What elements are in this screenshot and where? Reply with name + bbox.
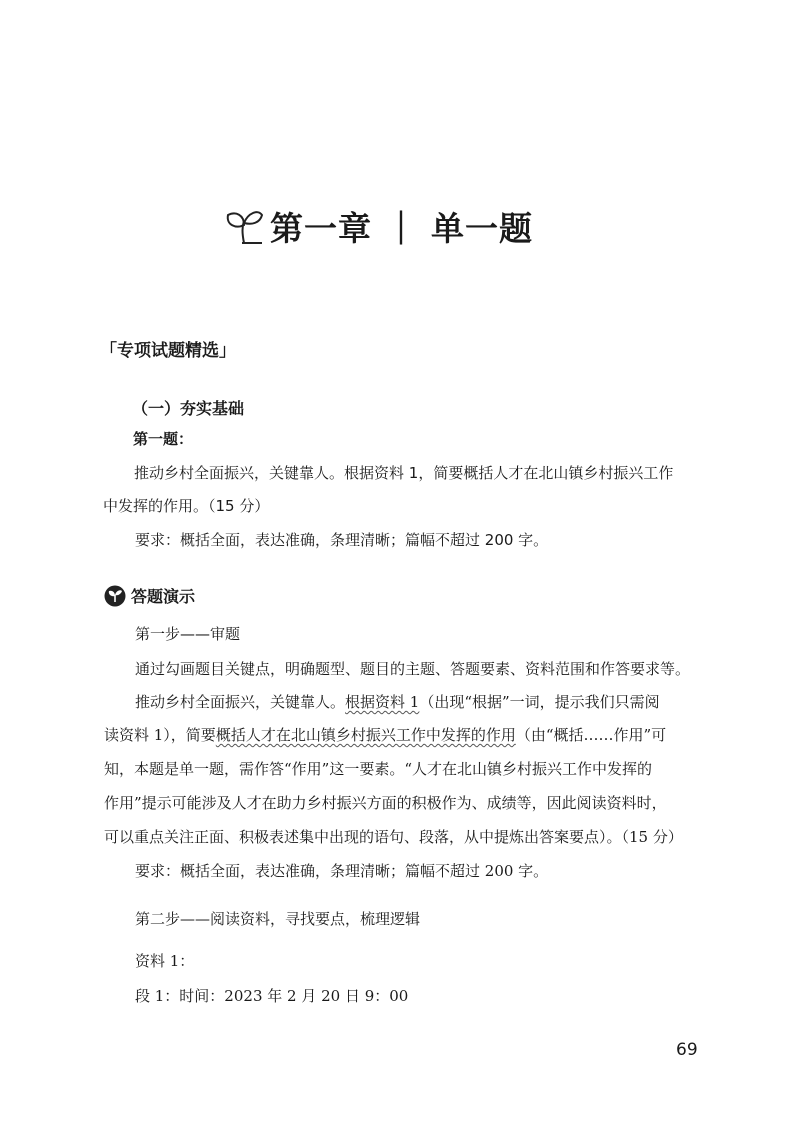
chapter-heading — [222, 196, 533, 256]
material-label: 资料 1： — [135, 952, 195, 970]
analysis-line: 作用”提示可能涉及人才在助力乡村振兴方面的积极作为、成绩等，因此阅读资料时， — [104, 794, 667, 812]
analysis-intro: 通过勾画题目关键点，明确题型、题目的主题、答题要素、资料范围和作答要求等。 — [135, 660, 691, 678]
question-label: 第一题： — [133, 430, 194, 448]
material-paragraph: 段 1：时间：2023 年 2 月 20 日 9：00 — [135, 987, 409, 1005]
chapter-title: 第一章 ｜ 单一题 — [270, 208, 533, 248]
analysis-line: 知，本题是单一题，需作答“作用”这一要素。“人才在北山镇乡村振兴工作中发挥的 — [104, 760, 653, 778]
page-number: 69 — [676, 1040, 698, 1060]
step-one-title: 第一步——审题 — [135, 625, 241, 643]
subsection-title: （一）夯实基础 — [132, 399, 245, 418]
section-title: 「专项试题精选」 — [100, 341, 236, 361]
analysis-line: 读资料 1），简要概括人才在北山镇乡村振兴工作中发挥的作用（由“概括……作用”可 — [104, 726, 667, 744]
question-line: 推动乡村全面振兴，关键靠人。根据资料 1，简要概括人才在北山镇乡村振兴工作 — [134, 464, 674, 482]
demo-requirement: 要求：概括全面，表达准确，条理清晰；篇幅不超过 200 字。 — [135, 862, 549, 880]
step-two-title: 第二步——阅读资料，寻找要点，梳理逻辑 — [135, 910, 421, 928]
analysis-line: 可以重点关注正面、积极表述集中出现的语句、段落，从中提炼出答案要点）。（15 分） — [104, 828, 683, 846]
sprout-badge-icon — [104, 585, 126, 607]
question-line: 中发挥的作用。（15 分） — [103, 497, 270, 515]
sprout-icon — [222, 203, 266, 249]
question-requirement: 要求：概括全面，表达准确，条理清晰；篇幅不超过 200 字。 — [135, 531, 549, 549]
answer-demo-title: 答题演示 — [131, 587, 196, 606]
answer-demo-heading — [104, 584, 195, 607]
analysis-line: 推动乡村全面振兴，关键靠人。根据资料 1（出现“根据”一词，提示我们只需阅 — [135, 693, 660, 711]
keyword-underline: 概括人才在北山镇乡村振兴工作中发挥的作用 — [215, 726, 516, 744]
keyword-underline: 根据资料 1 — [345, 693, 420, 711]
